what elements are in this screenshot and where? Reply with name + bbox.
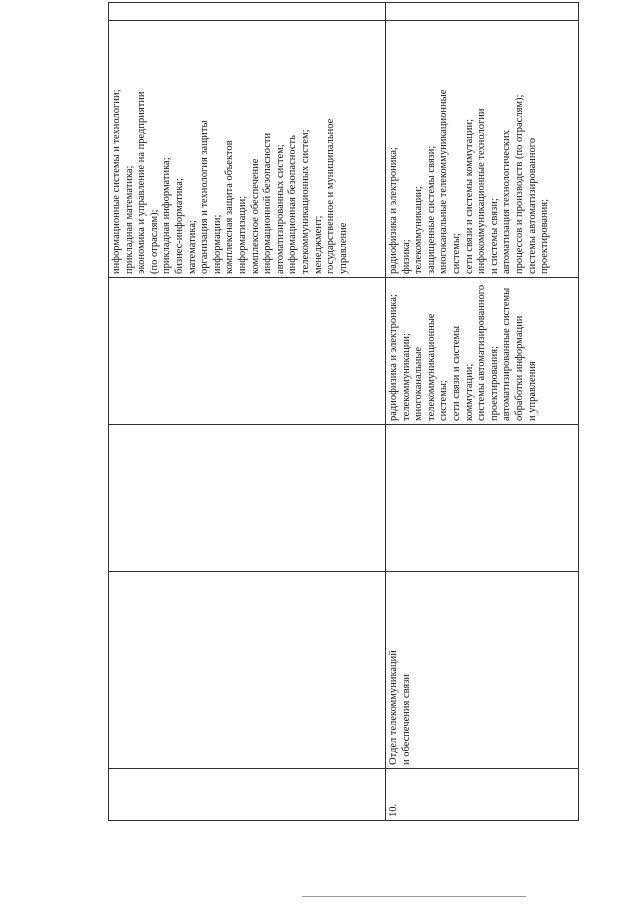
department-cell xyxy=(109,572,386,769)
specialty-line: телекоммуникации; xyxy=(400,333,412,421)
qualification-line: организация и технология защиты xyxy=(199,120,211,274)
qualification-line: комплексная защита объектов xyxy=(224,140,236,274)
qualification-line: проектирования; xyxy=(539,198,551,274)
specialty-line: системы автоматизированного xyxy=(476,284,488,421)
qualification-line: (по отраслям); xyxy=(148,209,160,274)
rotated-table-wrapper xyxy=(108,45,574,821)
specialties-cell xyxy=(109,278,386,425)
specialty-line: многоканальные xyxy=(413,346,425,421)
qualification-line: телекоммуникации; xyxy=(413,186,425,274)
specialties-cell xyxy=(386,278,579,425)
qualification-line: сети связи и системы коммутации; xyxy=(463,118,475,274)
table-row xyxy=(386,3,579,821)
table-row xyxy=(109,3,386,821)
qualification-line: управление xyxy=(337,222,349,274)
department-line: Отдел телекоммуникаций xyxy=(388,650,399,765)
qualification-line: менеджмент; xyxy=(312,215,324,274)
qualification-line: бизнес-информатика; xyxy=(173,178,185,274)
qualification-line: системы; xyxy=(450,233,462,274)
specialty-line: и управления xyxy=(526,361,538,421)
qualification-line: многоканальные телекоммуникационные xyxy=(438,89,450,274)
qualification-line: системы автоматизированного xyxy=(526,137,538,274)
qualification-line: государственное и муниципальное xyxy=(325,118,337,274)
row-number-cell: 10. xyxy=(386,769,579,821)
empty-cell xyxy=(386,425,579,572)
qualification-line: математика; xyxy=(186,220,198,274)
narrow-cell xyxy=(386,3,579,21)
specialty-line: обработки информации xyxy=(513,315,525,421)
narrow-cell xyxy=(109,3,386,21)
footer-rule xyxy=(302,896,526,897)
qualification-line: защищенные системы связи; xyxy=(425,145,437,274)
qualification-line: информатизации; xyxy=(236,195,248,274)
specialty-line: коммутации; xyxy=(463,363,475,421)
qualification-line: процессов и производств (по отраслям); xyxy=(513,94,525,274)
specialty-line: системы; xyxy=(438,380,450,421)
qualification-line: инфокоммуникационные технологии xyxy=(476,108,488,274)
qualification-line: и системы связи; xyxy=(488,198,500,274)
qualification-line: экономика и управление на предприятии xyxy=(136,91,148,274)
qualifications-cell xyxy=(109,21,386,278)
department-cell xyxy=(386,572,579,769)
specialty-line: проектирования; xyxy=(488,345,500,421)
qualification-line: информационной безопасности xyxy=(262,132,274,274)
qualifications-table xyxy=(108,2,579,821)
qualification-line: информационная безопасность xyxy=(287,135,299,274)
qualification-line: автоматизация технологических xyxy=(501,130,513,274)
qualification-line: прикладная математика; xyxy=(123,165,135,274)
empty-cell xyxy=(109,425,386,572)
qualification-line: информации; xyxy=(211,214,223,274)
qualification-line: автоматизированных систем; xyxy=(274,144,286,274)
qualification-line: физика; xyxy=(400,239,412,274)
specialty-line: автоматизированные системы xyxy=(501,287,513,421)
qualification-line: телекоммуникационных систем; xyxy=(299,129,311,274)
qualifications-cell xyxy=(386,21,579,278)
specialty-line: телекоммуникационные xyxy=(425,313,437,421)
row-number-cell xyxy=(109,769,386,821)
qualification-line: радиофизика и электроника; xyxy=(388,147,399,274)
qualification-line: информационные системы и технологии; xyxy=(111,89,122,274)
specialty-line: сети связи и системы xyxy=(450,325,462,421)
department-line: и обеспечения связи xyxy=(400,673,412,765)
qualification-line: комплексное обеспечение xyxy=(249,158,261,274)
specialty-line: радиофизика и электроника; xyxy=(388,294,399,421)
qualification-line: прикладная информатика; xyxy=(161,157,173,274)
